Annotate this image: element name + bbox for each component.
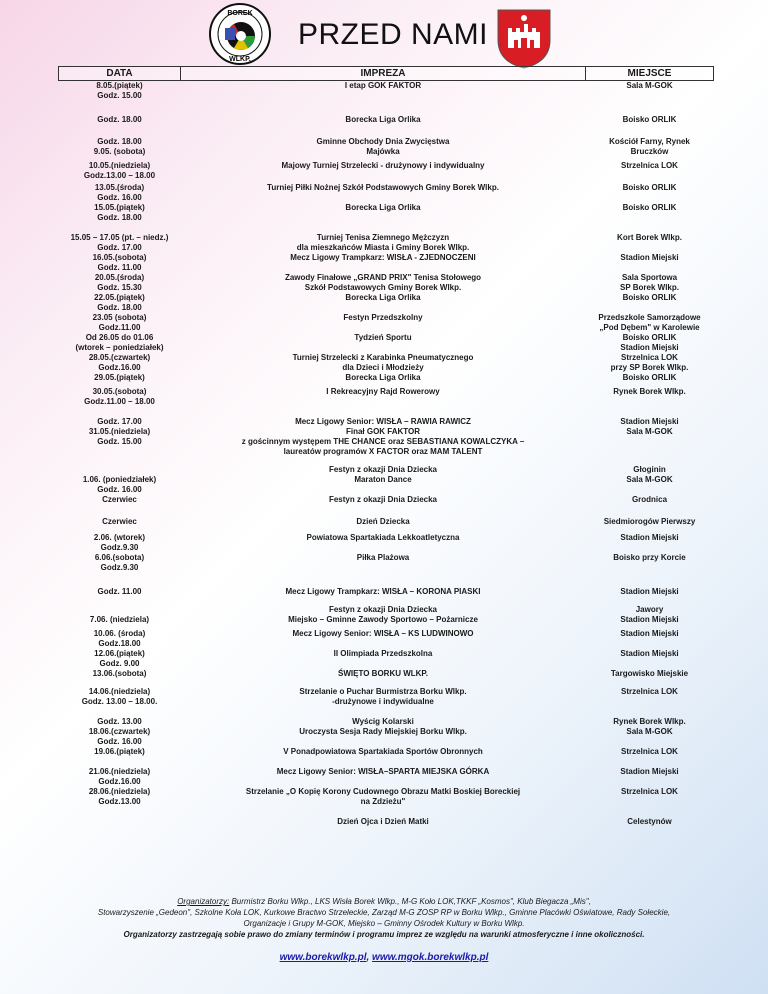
date-cell-line: 16.05.(sobota): [92, 253, 147, 262]
date-cell: [59, 253, 181, 273]
table-row: [59, 333, 714, 353]
place-cell: [586, 629, 714, 649]
event-cell-line: ŚWIĘTO BORKU WLKP.: [338, 669, 428, 678]
place-cell: [586, 533, 714, 553]
place-cell-line: Jawory: [635, 605, 664, 614]
event-cell: [181, 137, 586, 161]
organizers-line-3: Organizacje i Grupy M-GOK, Miejsko – Gminny Ośrodek Kultury w Borku Wlkp.: [243, 919, 525, 928]
date-cell-line: Godz.13.00: [98, 797, 141, 806]
date-cell: [59, 553, 181, 587]
svg-text:WLKP.: WLKP.: [229, 56, 251, 63]
place-cell: [586, 253, 714, 273]
date-cell-line: 18.06.(czwartek): [88, 727, 151, 736]
page-title: PRZED NAMI: [298, 18, 489, 51]
date-cell: [59, 717, 181, 767]
place-cell: [586, 687, 714, 717]
table-row: [59, 649, 714, 669]
date-cell-line: 1.06. (poniedziałek): [82, 475, 157, 484]
date-cell: [59, 161, 181, 183]
place-cell: [586, 649, 714, 669]
event-cell: [181, 313, 586, 333]
date-cell: [59, 313, 181, 333]
date-cell: [59, 333, 181, 353]
place-cell-line: Sala M-GOK: [626, 475, 673, 484]
event-cell: [181, 161, 586, 183]
place-cell-line: przy SP Borek Wlkp.: [610, 363, 689, 372]
events-table: [58, 66, 714, 827]
date-cell-line: 30.05.(sobota): [92, 387, 147, 396]
organizers-text: Burmistrz Borku Wlkp., LKS Wisła Borek Wlkp., M-G Koło LOK,TKKF „Kosmos", Klub Biegacza „Mis",: [229, 897, 591, 906]
table-row: [59, 465, 714, 517]
place-cell: [586, 137, 714, 161]
date-cell: [59, 629, 181, 649]
coat-of-arms-logo: [494, 6, 554, 70]
date-cell-line: (wtorek – poniedziałek): [75, 343, 164, 352]
table-row: [59, 183, 714, 203]
date-cell-line: Godz.16.00: [98, 363, 141, 372]
table-row: [59, 273, 714, 313]
event-cell: [181, 417, 586, 465]
event-cell: [181, 253, 586, 273]
table-row: [59, 353, 714, 387]
date-cell-line: 10.05.(niedziela): [88, 161, 151, 170]
table-row: [59, 767, 714, 787]
event-cell-line: Powiatowa Spartakiada Lekkoatletyczna: [306, 533, 460, 542]
date-cell-line: Godz. 18.00: [97, 303, 142, 312]
table-row: [59, 717, 714, 767]
date-cell-line: Godz.16.00: [98, 777, 141, 786]
place-cell-line: Stadion Miejski: [620, 767, 679, 776]
date-cell-line: Godz. 16.00: [97, 485, 142, 494]
place-cell: [586, 115, 714, 137]
place-cell-line: Stadion Miejski: [620, 343, 679, 352]
table-row: [59, 115, 714, 137]
place-cell-line: Boisko ORLIK: [622, 115, 677, 124]
place-cell: [586, 313, 714, 333]
place-cell-line: Strzelnica LOK: [621, 353, 678, 362]
event-cell-line: Wyścig Kolarski: [352, 717, 414, 726]
organizers-line-2: Stowarzyszenie „Gedeon", Szkolne Koła LOK, Kurkowe Bractwo Strzeleckie, Zarząd M-G ZOSP RP w Borku Wlkp., Gminne Placówki Oświatowe, Rady Sołeckie,: [97, 908, 671, 917]
table-row: [59, 669, 714, 687]
date-cell-line: 13.06.(sobota): [92, 669, 147, 678]
place-cell-line: Kort Borek Wlkp.: [617, 233, 682, 242]
table-row: [59, 137, 714, 161]
date-cell: [59, 203, 181, 233]
date-cell: [59, 183, 181, 203]
place-cell: [586, 717, 714, 767]
place-cell-line: Stadion Miejski: [620, 587, 679, 596]
date-cell-line: [61, 605, 179, 615]
date-cell: [59, 669, 181, 687]
event-cell-line: V Ponadpowiatowa Spartakiada Sportów Obronnych: [283, 747, 483, 756]
place-cell-line: Stadion Miejski: [620, 253, 679, 262]
place-cell: [586, 669, 714, 687]
table-row: [59, 533, 714, 553]
date-cell-line: Godz.9.30: [100, 543, 139, 552]
event-cell: [181, 767, 586, 787]
date-cell: [59, 517, 181, 533]
date-cell-line: Godz. 16.00: [97, 737, 142, 746]
place-cell-line: Głoginin: [633, 465, 666, 474]
date-cell-line: 28.05.(czwartek): [88, 353, 151, 362]
date-cell-line: Godz. 13.00 – 18.00.: [81, 697, 158, 706]
date-cell: [59, 387, 181, 417]
date-cell-line: Od 26.05 do 01.06: [85, 333, 154, 342]
organizers-line-1: [0, 896, 768, 907]
event-cell-line: Turniej Tenisa Ziemnego Mężczyzn: [316, 233, 450, 242]
event-cell-line: Mecz Ligowy Trampkarz: WISŁA – KORONA PIASKI: [285, 587, 481, 596]
event-cell-line: laureatów programów X FACTOR oraz MAM TALENT: [283, 447, 483, 456]
place-cell-line: Strzelnica LOK: [621, 747, 678, 756]
event-cell: [181, 605, 586, 629]
link-borekwlkp[interactable]: www.borekwlkp.pl: [279, 952, 367, 963]
event-cell-line: Borecka Liga Orlika: [345, 115, 421, 124]
table-row: [59, 817, 714, 827]
event-cell-line: Borecka Liga Orlika: [345, 373, 421, 382]
date-cell-line: Godz.11.00 – 18.00: [84, 397, 155, 406]
place-cell: [586, 587, 714, 605]
place-cell-line: [588, 737, 712, 747]
event-cell: [181, 817, 586, 827]
date-cell: [59, 605, 181, 629]
event-cell-line: Miejsko – Gminne Zawody Sportowo – Pożarnicze: [288, 615, 478, 624]
date-cell-line: 12.06.(piątek): [94, 649, 145, 658]
event-cell-line: Mecz Ligowy Senior: WISŁA – RAWIA RAWICZ: [295, 417, 471, 426]
event-cell: [181, 669, 586, 687]
date-cell-line: 2.06. (wtorek): [93, 533, 146, 542]
event-cell-line: Uroczysta Sesja Rady Miejskiej Borku Wlkp.: [299, 727, 467, 736]
event-cell-line: Mecz Ligowy Trampkarz: WISŁA - ZJEDNOCZENI: [290, 253, 476, 262]
date-cell-line: [61, 817, 179, 827]
date-cell-line: Godz. 15.00: [97, 91, 142, 100]
date-cell: [59, 687, 181, 717]
date-cell-line: [61, 465, 179, 475]
place-cell-line: „Pod Dębem" w Karolewie: [599, 323, 700, 332]
place-cell-line: Rynek Borek Wlkp.: [613, 387, 686, 396]
place-cell-line: Rynek Borek Wlkp.: [613, 717, 686, 726]
event-cell-line: Turniej Strzelecki z Karabinka Pneumatycznego: [292, 353, 474, 362]
place-cell: [586, 465, 714, 517]
event-cell: [181, 587, 586, 605]
event-cell: [181, 387, 586, 417]
place-cell-line: [588, 485, 712, 495]
place-cell: [586, 203, 714, 233]
date-cell-line: 7.06. (niedziela): [89, 615, 150, 624]
place-cell-line: Siedmiorogów Pierwszy: [603, 517, 696, 526]
date-cell-line: Godz. 18.00: [97, 213, 142, 222]
event-cell-line: Borecka Liga Orlika: [345, 203, 421, 212]
place-cell-line: Stadion Miejski: [620, 629, 679, 638]
event-cell-line: Mecz Ligowy Senior: WISŁA – KS LUDWINOWO: [292, 629, 474, 638]
date-cell: [59, 533, 181, 553]
table-row: [59, 253, 714, 273]
place-cell: [586, 417, 714, 465]
date-cell-line: Czerwiec: [102, 495, 137, 504]
svg-text:BOREK: BOREK: [227, 10, 253, 17]
date-cell-line: 31.05.(niedziela): [88, 427, 151, 436]
column-header-date: DATA: [59, 67, 181, 81]
place-cell-line: Sala Sportowa: [621, 273, 678, 282]
place-cell-line: Celestynów: [627, 817, 672, 826]
event-cell-line: Piłka Plażowa: [356, 553, 410, 562]
date-cell: [59, 115, 181, 137]
column-header-place: MIEJSCE: [586, 67, 714, 81]
date-cell-line: 21.06.(niedziela): [88, 767, 151, 776]
place-cell: [586, 787, 714, 817]
date-cell: [59, 767, 181, 787]
table-row: [59, 517, 714, 533]
event-cell: [181, 273, 586, 313]
event-cell-line: Strzelanie „O Kopię Korony Cudownego Obrazu Matki Boskiej Boreckiej: [245, 787, 521, 796]
event-cell-line: Majowy Turniej Strzelecki - drużynowy i indywidualny: [281, 161, 485, 170]
date-cell-line: Godz. 17.00: [97, 417, 142, 426]
place-cell-line: Stadion Miejski: [620, 533, 679, 542]
place-cell: [586, 605, 714, 629]
place-cell: [586, 553, 714, 587]
place-cell-line: Strzelnica LOK: [621, 161, 678, 170]
place-cell: [586, 387, 714, 417]
place-cell-line: Boisko przy Korcie: [613, 553, 686, 562]
date-cell-line: Godz.13.00 – 18.00: [83, 171, 156, 180]
place-cell-line: Targowisko Miejskie: [610, 669, 689, 678]
event-cell-line: Maraton Dance: [354, 475, 412, 484]
table-row: [59, 417, 714, 465]
date-cell-line: Godz. 11.00: [97, 263, 142, 272]
place-cell-line: Kościół Farny, Rynek: [609, 137, 690, 146]
table-row: [59, 605, 714, 629]
event-cell: [181, 465, 586, 517]
event-cell-line: I Rekreacyjny Rajd Rowerowy: [326, 387, 440, 396]
date-cell-line: Godz.9.30: [100, 563, 139, 572]
date-cell: [59, 817, 181, 827]
date-cell-line: 6.06.(sobota): [94, 553, 145, 562]
disclaimer: Organizatorzy zastrzegają sobie prawo do zmiany terminów i programu imprez ze względu na warunki atmosferyczne i inne okoliczności.: [123, 930, 645, 939]
date-cell: [59, 787, 181, 817]
date-cell-line: Godz. 15.30: [97, 283, 142, 292]
date-cell-line: 15.05 – 17.05 (pt. – niedz.): [70, 233, 169, 242]
place-cell-line: Przedszkole Samorządowe: [598, 313, 701, 322]
event-cell-line: Festyn z okazji Dnia Dziecka: [328, 465, 438, 474]
links: [0, 952, 768, 963]
event-cell: [181, 183, 586, 203]
table-row: [59, 629, 714, 649]
place-cell-line: Sala M-GOK: [626, 81, 673, 90]
date-cell-line: Godz.18.00: [98, 639, 141, 648]
date-cell: [59, 81, 181, 116]
place-cell-line: SP Borek Wlkp.: [620, 283, 679, 292]
place-cell: [586, 333, 714, 353]
table-row: [59, 161, 714, 183]
table-row: [59, 387, 714, 417]
place-cell-line: Sala M-GOK: [626, 727, 673, 736]
event-cell-line: Borecka Liga Orlika: [345, 293, 421, 302]
event-cell-line: Strzelanie o Puchar Burmistrza Borku Wlkp.: [299, 687, 467, 696]
place-cell-line: Bruczków: [630, 147, 669, 156]
event-cell-line: Turniej Piłki Nożnej Szkół Podstawowych Gminy Borek Wlkp.: [267, 183, 499, 192]
place-cell-line: Boisko ORLIK: [622, 183, 677, 192]
date-cell: [59, 137, 181, 161]
event-cell-line: [183, 737, 584, 747]
event-cell: [181, 353, 586, 387]
gok-logo: [208, 2, 272, 66]
event-cell-line: [183, 485, 584, 495]
event-cell-line: Finał GOK FAKTOR: [345, 427, 421, 436]
place-cell: [586, 81, 714, 116]
table-row: [59, 81, 714, 116]
organizers-label: Organizatorzy:: [177, 897, 230, 906]
date-cell-line: Godz.11.00: [98, 323, 141, 332]
date-cell-line: Godz. 18.00: [97, 137, 142, 146]
date-cell-line: 9.05. (sobota): [93, 147, 146, 156]
place-cell-line: Strzelnica LOK: [621, 787, 678, 796]
place-cell: [586, 767, 714, 787]
event-cell: [181, 649, 586, 669]
date-cell: [59, 233, 181, 253]
event-cell-line: II Olimpiada Przedszkolna: [333, 649, 433, 658]
table-row: [59, 587, 714, 605]
place-cell-line: Boisko ORLIK: [622, 373, 677, 382]
event-cell-line: dla mieszkańców Miasta i Gminy Borek Wlkp.: [296, 243, 470, 252]
table-row: [59, 553, 714, 587]
place-cell: [586, 353, 714, 387]
column-header-event: IMPREZA: [181, 67, 586, 81]
place-cell-line: Stadion Miejski: [620, 417, 679, 426]
header: [0, 0, 768, 66]
link-mgok[interactable]: www.mgok.borekwlkp.pl: [372, 952, 489, 963]
date-cell-line: Godz. 11.00: [97, 587, 142, 596]
event-cell-line: dla Dzieci i Młodzieży: [342, 363, 424, 372]
date-cell-line: 19.06.(piątek): [94, 747, 145, 756]
date-cell: [59, 273, 181, 313]
date-cell-line: 20.05.(środa): [94, 273, 145, 282]
place-cell-line: Boisko ORLIK: [622, 203, 677, 212]
event-cell: [181, 553, 586, 587]
date-cell: [59, 587, 181, 605]
table-row: [59, 313, 714, 333]
event-cell-line: Festyn z okazji Dnia Dziecka: [328, 605, 438, 614]
date-cell-line: 14.06.(niedziela): [88, 687, 151, 696]
event-cell-line: Festyn z okazji Dnia Dziecka: [328, 495, 438, 504]
place-cell-line: Stadion Miejski: [620, 615, 679, 624]
table-row: [59, 687, 714, 717]
place-cell-line: Stadion Miejski: [620, 649, 679, 658]
date-cell: [59, 353, 181, 387]
table-row: [59, 787, 714, 817]
date-cell-line: 29.05.(piątek): [94, 373, 145, 382]
event-cell-line: Szkół Podstawowych Gminy Borek Wlkp.: [304, 283, 462, 292]
event-cell: [181, 533, 586, 553]
event-cell-line: -drużynowe i indywidualne: [332, 697, 434, 706]
date-cell-line: 13.05.(środa): [94, 183, 145, 192]
event-cell-line: Majówka: [366, 147, 400, 156]
footer: [0, 896, 768, 940]
date-cell-line: Godz. 13.00: [97, 717, 142, 726]
date-cell-line: Godz. 16.00: [97, 193, 142, 202]
place-cell: [586, 817, 714, 827]
event-cell-line: Dzień Ojca i Dzień Matki: [337, 817, 429, 826]
date-cell: [59, 417, 181, 465]
event-cell-line: z gościnnym występem THE CHANCE oraz SEBASTIANA KOWALCZYKA –: [241, 437, 525, 446]
date-cell: [59, 649, 181, 669]
event-cell-line: na Zdzieżu": [360, 797, 406, 806]
event-cell: [181, 787, 586, 817]
place-cell: [586, 183, 714, 203]
date-cell-line: 8.05.(piątek): [96, 81, 143, 90]
event-cell-line: Tydzień Sportu: [354, 333, 412, 342]
table-row: [59, 233, 714, 253]
date-cell-line: 22.05.(piątek): [94, 293, 145, 302]
table-row: [59, 203, 714, 233]
place-cell-line: Grodnica: [631, 495, 668, 504]
date-cell-line: 23.05 (sobota): [92, 313, 147, 322]
date-cell-line: 28.06.(niedziela): [88, 787, 151, 796]
place-cell-line: Strzelnica LOK: [621, 687, 678, 696]
event-cell: [181, 81, 586, 116]
event-cell-line: Zawody Finałowe „GRAND PRIX" Tenisa Stołowego: [284, 273, 482, 282]
date-cell-line: 10.06. (środa): [93, 629, 146, 638]
place-cell-line: Boisko ORLIK: [622, 333, 677, 342]
event-cell-line: Festyn Przedszkolny: [343, 313, 423, 322]
event-cell-line: I etap GOK FAKTOR: [344, 81, 422, 90]
date-cell-line: Godz. 18.00: [97, 115, 142, 124]
date-cell-line: Czerwiec: [102, 517, 137, 526]
event-cell: [181, 629, 586, 649]
date-cell-line: Godz. 15.00: [97, 437, 142, 446]
event-cell-line: Gminne Obchody Dnia Zwycięstwa: [316, 137, 450, 146]
link-separator: ,: [366, 952, 373, 963]
event-cell: [181, 517, 586, 533]
table-header-row: [59, 67, 714, 81]
event-cell: [181, 717, 586, 767]
event-cell-line: Mecz Ligowy Senior: WISŁA–SPARTA MIEJSKA GÓRKA: [276, 767, 490, 776]
event-cell: [181, 115, 586, 137]
date-cell-line: Godz. 9.00: [99, 659, 140, 668]
event-cell-line: Dzień Dziecka: [356, 517, 410, 526]
place-cell: [586, 161, 714, 183]
date-cell-line: Godz. 17.00: [97, 243, 142, 252]
place-cell: [586, 517, 714, 533]
event-cell: [181, 203, 586, 233]
date-cell-line: 15.05.(piątek): [94, 203, 145, 212]
place-cell: [586, 233, 714, 253]
place-cell-line: Boisko ORLIK: [622, 293, 677, 302]
event-cell: [181, 687, 586, 717]
place-cell-line: Sala M-GOK: [626, 427, 673, 436]
table-body: [59, 81, 714, 828]
date-cell: [59, 465, 181, 517]
event-cell: [181, 333, 586, 353]
event-cell: [181, 233, 586, 253]
place-cell: [586, 273, 714, 313]
